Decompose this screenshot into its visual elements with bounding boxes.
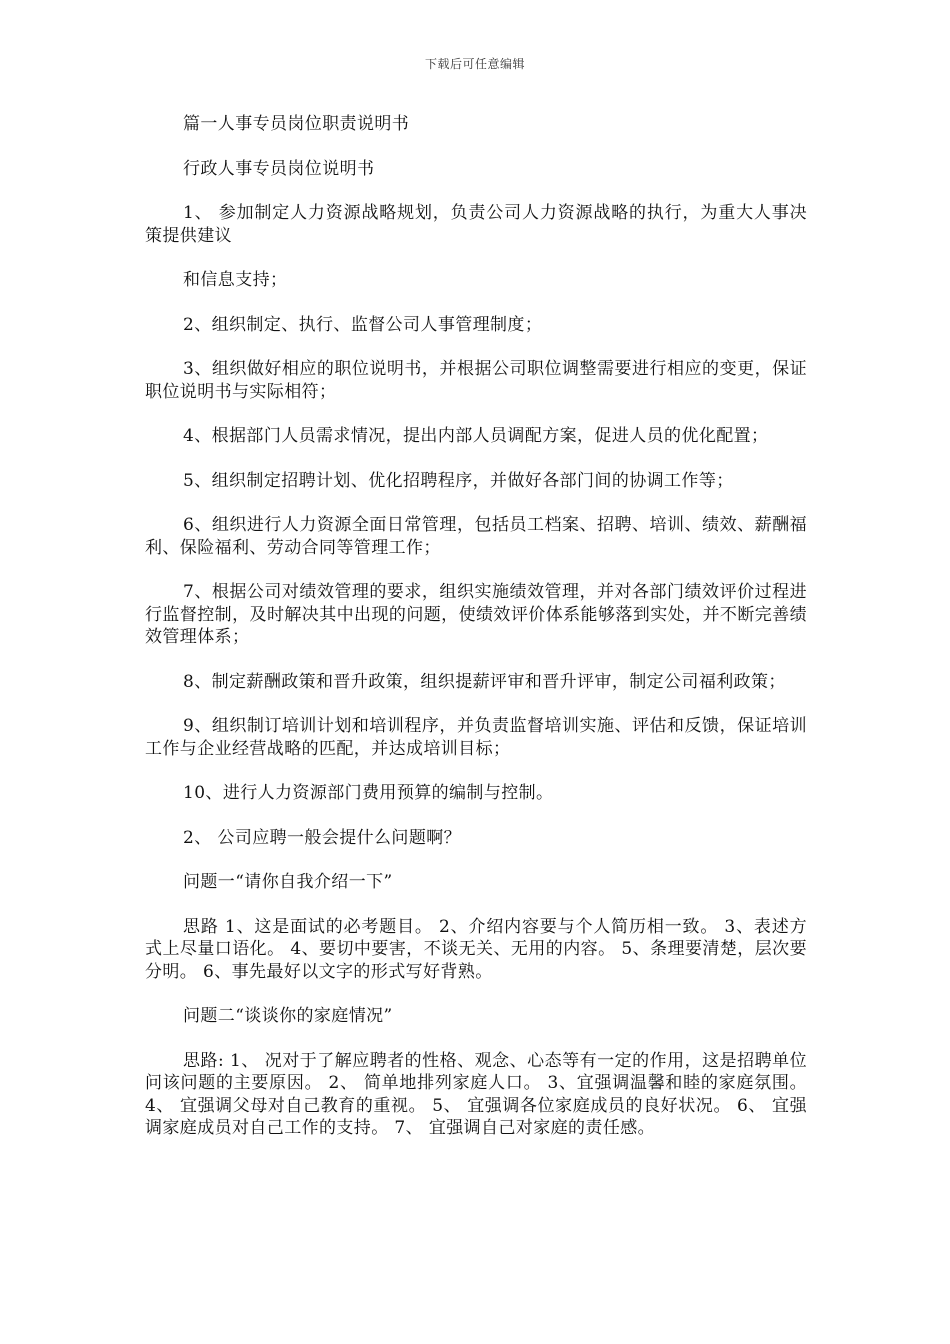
- document-body: [145, 113, 807, 1162]
- paragraph-10: 10、进行人力资源部门费用预算的编制与控制。: [183, 783, 554, 803]
- answer-2: 思路: 1、 况对于了解应聘者的性格、观念、心态等有一定的作用，这是招聘单位问该问题的主要原因。 2、 简单地排列家庭人口。 3、宜强调温馨和睦的家庭氛围。 4、 宜强调父母对自己教育的重视。 5、 宜强调各位家庭成员的良好状况。 6、 宜强调家庭成员对自己工作的支持。 7、 宜强调自己对家庭的责任感。: [145, 1050, 807, 1138]
- section-heading-interview: 2、 公司应聘一般会提什么问题啊？: [183, 827, 462, 848]
- paragraph-2: 2、组织制定、执行、监督公司人事管理制度；: [183, 314, 543, 335]
- header-note: 下载后可任意编辑: [424, 57, 525, 71]
- paragraph-8: 8、制定薪酬政策和晋升政策，组织提薪评审和晋升评审，制定公司福利政策；: [183, 671, 786, 692]
- answer-1: 思路 1、这是面试的必考题目。 2、介绍内容要与个人简历相一致。 3、表述方式上尽量口语化。 4、要切中要害，不谈无关、无用的内容。 5、条理要清楚，层次要分明。 6、事先最好以文字的形式写好背熟。: [145, 916, 807, 982]
- paragraph-1: 1、 参加制定人力资源战略规划，负责公司人力资源战略的执行，为重大人事决策提供建议: [145, 203, 807, 246]
- paragraph-3: 3、组织做好相应的职位说明书，并根据公司职位调整需要进行相应的变更，保证职位说明书与实际相符；: [145, 359, 807, 402]
- paragraph-5: 5、组织制定招聘计划、优化招聘程序，并做好各部门间的协调工作等；: [183, 470, 734, 491]
- doc-subtitle: 行政人事专员岗位说明书: [183, 158, 375, 179]
- question-1: 问题一“请你自我介绍一下”: [183, 872, 393, 892]
- question-2: 问题二“谈谈你的家庭情况”: [183, 1006, 393, 1026]
- paragraph-7: 7、根据公司对绩效管理的要求，组织实施绩效管理，并对各部门绩效评价过程进行监督控制，及时解决其中出现的问题，使绩效评价体系能够落到实处，并不断完善绩效管理体系；: [145, 582, 807, 647]
- paragraph-6: 6、组织进行人力资源全面日常管理，包括员工档案、招聘、培训、绩效、薪酬福利、保险福利、劳动合同等管理工作；: [145, 515, 807, 558]
- paragraph-1-continued: 和信息支持；: [183, 270, 288, 290]
- paragraph-9: 9、组织制订培训计划和培训程序，并负责监督培训实施、评估和反馈，保证培训工作与企业经营战略的匹配，并达成培训目标；: [145, 716, 807, 759]
- paragraph-4: 4、根据部门人员需求情况，提出内部人员调配方案，促进人员的优化配置；: [183, 426, 769, 446]
- doc-title: 篇一人事专员岗位职责说明书: [183, 114, 410, 134]
